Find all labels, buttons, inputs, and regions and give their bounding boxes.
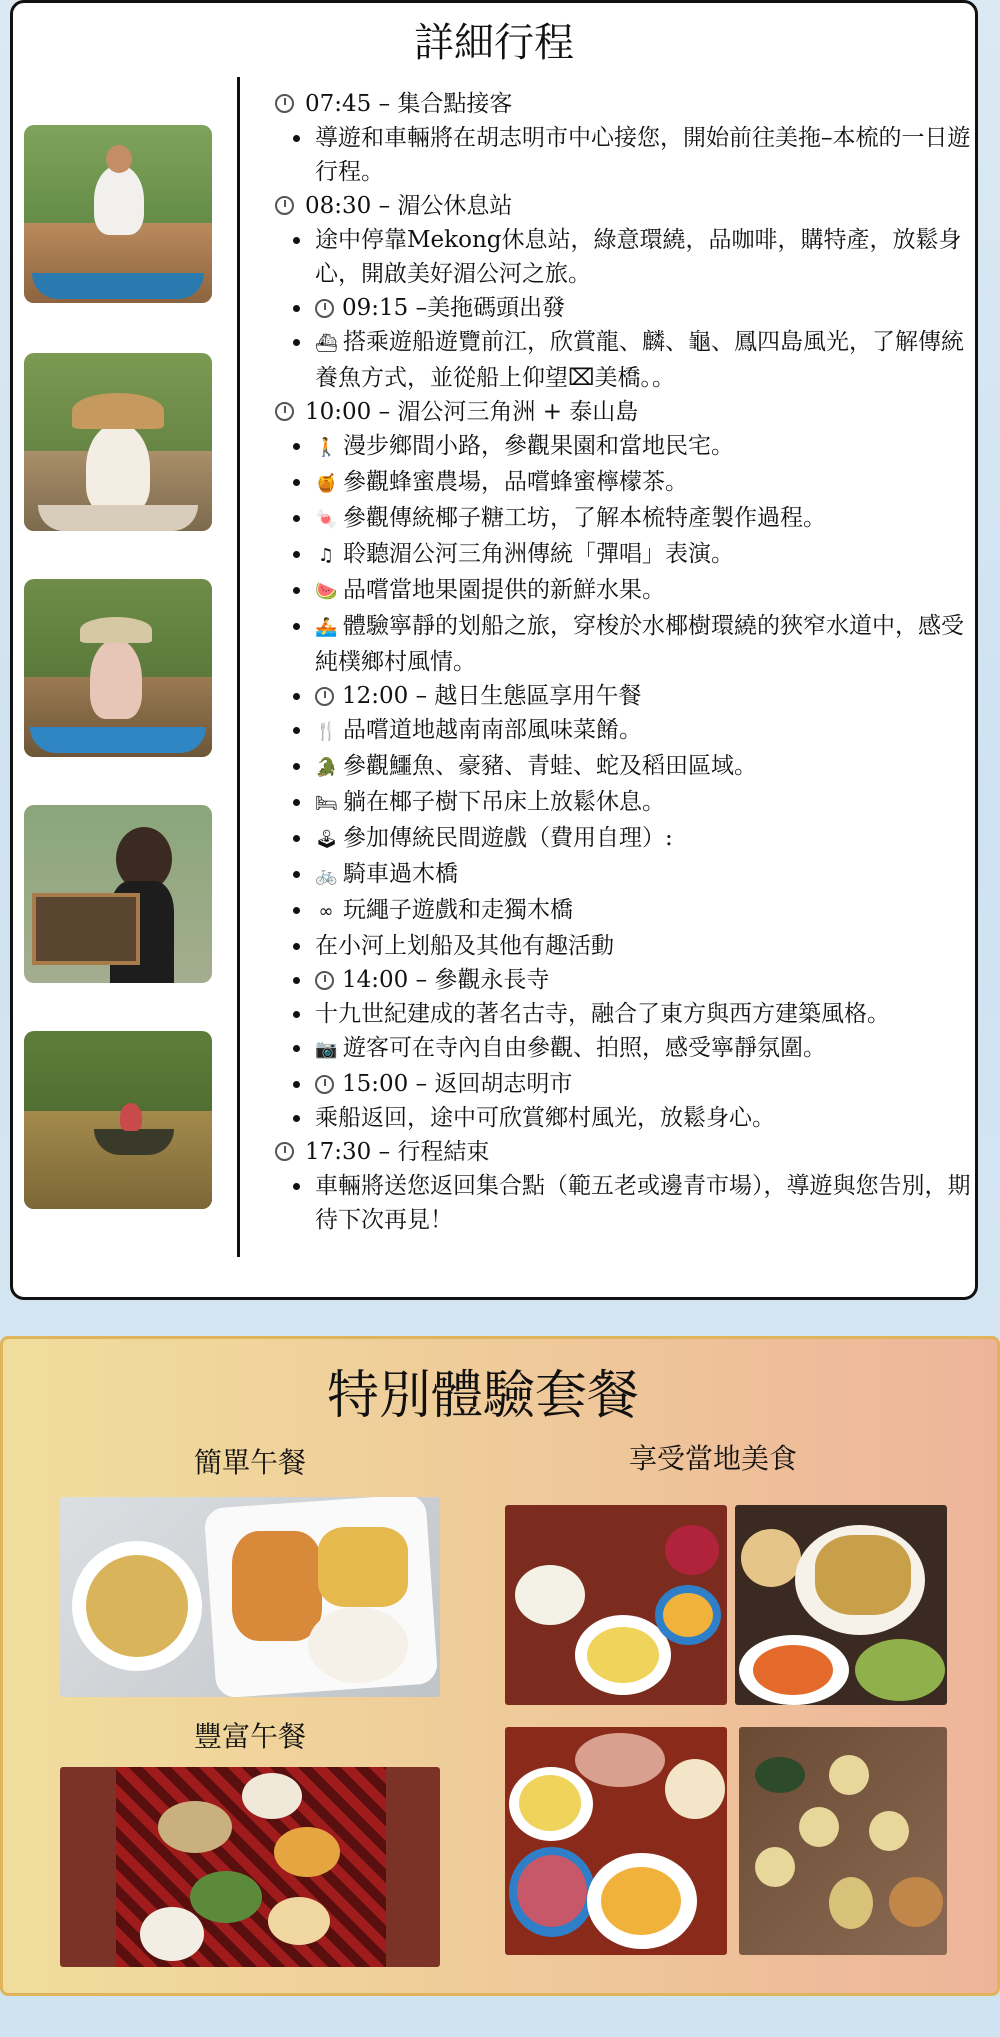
schedule-detail-item <box>273 223 973 291</box>
schedule-detail-item <box>273 893 973 929</box>
boat-icon: ⛴ <box>315 333 338 354</box>
schedule-detail-item <box>273 785 973 821</box>
schedule-time-heading <box>273 189 973 223</box>
clock-icon <box>275 196 294 215</box>
schedule-text: 12:00 – 越日生態區享用午餐 <box>342 683 642 709</box>
watermelon-icon: 🍉 <box>315 581 338 602</box>
clock-icon <box>315 1075 334 1094</box>
schedule-text: 09:15 –美拖碼頭出發 <box>342 295 566 321</box>
photo-honeycomb <box>24 805 212 983</box>
schedule-detail-item <box>273 749 973 785</box>
schedule-detail-item <box>273 121 973 189</box>
candy-icon: 🍬 <box>315 509 338 530</box>
schedule-detail-item <box>273 929 973 963</box>
schedule-detail-item <box>273 325 973 395</box>
crocodile-icon: 🐊 <box>315 757 338 778</box>
rowboat-icon: 🚣 <box>315 617 338 638</box>
schedule-text: 參觀鱷魚、豪豬、青蛙、蛇及稻田區域。 <box>343 753 757 779</box>
schedule-text: 參觀蜂蜜農場，品嚐蜂蜜檸檬茶。 <box>343 469 688 495</box>
schedule-text: 乘船返回，途中可欣賞鄉村風光，放鬆身心。 <box>315 1105 775 1131</box>
photo-local-food-4 <box>739 1727 947 1955</box>
schedule-detail-item <box>273 679 973 713</box>
photo-simple-lunch <box>60 1497 440 1697</box>
clock-icon <box>315 687 334 706</box>
bicycle-icon: 🚲 <box>315 865 338 886</box>
schedule-text: 15:00 – 返回胡志明市 <box>342 1071 573 1097</box>
schedule-time-heading <box>273 1135 973 1169</box>
schedule-detail-item <box>273 537 973 573</box>
walking-man-icon: 🚶 <box>315 437 338 458</box>
schedule-text: 途中停靠Mekong休息站，綠意環繞，品咖啡，購特產，放鬆身心，開啟美好湄公河之旅。 <box>315 227 962 287</box>
schedule-text: 體驗寧靜的划船之旅，穿梭於水椰樹環繞的狹窄水道中，感受純樸鄉村風情。 <box>315 613 964 675</box>
clock-icon <box>315 971 334 990</box>
schedule-text: 玩繩子遊戲和走獨木橋 <box>343 897 573 923</box>
schedule-text: 聆聽湄公河三角洲傳統「彈唱」表演。 <box>343 541 734 567</box>
simple-lunch-heading: 簡單午餐 <box>193 1446 306 1479</box>
schedule-text: 07:45 – 集合點接客 <box>305 91 513 117</box>
schedule-detail-item <box>273 291 973 325</box>
schedule-detail-item <box>273 857 973 893</box>
schedule-text: 漫步鄉間小路，參觀果園和當地民宅。 <box>343 433 734 459</box>
schedule-text: 參加傳統民間遊戲（費用自理）: <box>343 825 673 851</box>
schedule-text: 08:30 – 湄公休息站 <box>305 193 513 219</box>
clock-icon <box>315 299 334 318</box>
schedule-detail-item <box>273 821 973 857</box>
itinerary-title: 詳細行程 <box>414 20 574 66</box>
schedule-detail-item <box>273 1101 973 1135</box>
photo-man-rowing <box>24 125 212 303</box>
schedule-text: 品嚐道地越南南部風味菜餚。 <box>343 717 642 743</box>
joystick-icon: 🕹 <box>315 829 338 850</box>
local-food-heading: 享受當地美食 <box>628 1442 797 1475</box>
schedule-detail-item <box>273 713 973 749</box>
schedule-text: 車輛將送您返回集合點（範五老或邊青市場），導遊與您告別，期待下次再見！ <box>315 1173 971 1233</box>
fork-knife-icon: 🍴 <box>315 721 338 742</box>
clock-icon <box>275 1142 294 1161</box>
schedule-time-heading <box>273 87 973 121</box>
experience-package-panel <box>0 1336 1000 1996</box>
schedule-text: 10:00 – 湄公河三角洲 + 泰山島 <box>305 399 639 425</box>
clock-icon <box>275 402 294 421</box>
schedule-detail-item <box>273 429 973 465</box>
photo-woman-boat <box>24 579 212 757</box>
photo-local-food-1 <box>505 1505 727 1705</box>
vertical-divider <box>237 77 240 1257</box>
schedule-text: 在小河上划船及其他有趣活動 <box>315 933 614 959</box>
schedule-text: 騎車過木橋 <box>343 861 458 887</box>
honey-pot-icon: 🍯 <box>315 473 338 494</box>
itinerary-list <box>273 87 973 1237</box>
schedule-text: 17:30 – 行程結束 <box>305 1139 490 1165</box>
clock-icon <box>275 94 294 113</box>
photo-woman-hat <box>24 353 212 531</box>
schedule-detail-item <box>273 609 973 679</box>
schedule-text: 14:00 – 參觀永長寺 <box>342 967 550 993</box>
itinerary-card <box>10 0 978 1300</box>
schedule-text: 躺在椰子樹下吊床上放鬆休息。 <box>343 789 665 815</box>
photo-river-boat <box>24 1031 212 1209</box>
schedule-detail-item <box>273 997 973 1031</box>
schedule-text: 導遊和車輛將在胡志明市中心接您，開始前往美拖–本梳的一日遊行程。 <box>315 125 971 185</box>
schedule-detail-item <box>273 963 973 997</box>
photo-local-food-2 <box>735 1505 947 1705</box>
schedule-text: 搭乘遊船遊覽前江，欣賞龍、麟、龜、鳳四島風光，了解傳統養魚方式，並從船上仰望⌧美橋。。 <box>315 329 964 391</box>
schedule-text: 遊客可在寺內自由參觀、拍照，感受寧靜氛圍。 <box>343 1035 826 1061</box>
schedule-text: 參觀傳統椰子糖工坊，了解本梳特產製作過程。 <box>343 505 826 531</box>
schedule-detail-item <box>273 1031 973 1067</box>
bed-icon: 🛏 <box>315 793 338 814</box>
photo-rich-lunch <box>60 1767 440 1967</box>
camera-icon: 📷 <box>315 1039 338 1060</box>
rope-icon: ∞ <box>318 901 334 922</box>
schedule-text: 品嚐當地果園提供的新鮮水果。 <box>343 577 665 603</box>
schedule-detail-item <box>273 573 973 609</box>
schedule-detail-item <box>273 1169 973 1237</box>
rich-lunch-heading: 豐富午餐 <box>193 1720 306 1753</box>
schedule-text: 十九世紀建成的著名古寺，融合了東方與西方建築風格。 <box>315 1001 890 1027</box>
schedule-detail-item <box>273 1067 973 1101</box>
music-notes-icon: ♫ <box>317 545 335 566</box>
schedule-time-heading <box>273 395 973 429</box>
schedule-detail-item <box>273 501 973 537</box>
package-title: 特別體驗套餐 <box>326 1366 639 1426</box>
schedule-detail-item <box>273 465 973 501</box>
photo-local-food-3 <box>505 1727 727 1955</box>
